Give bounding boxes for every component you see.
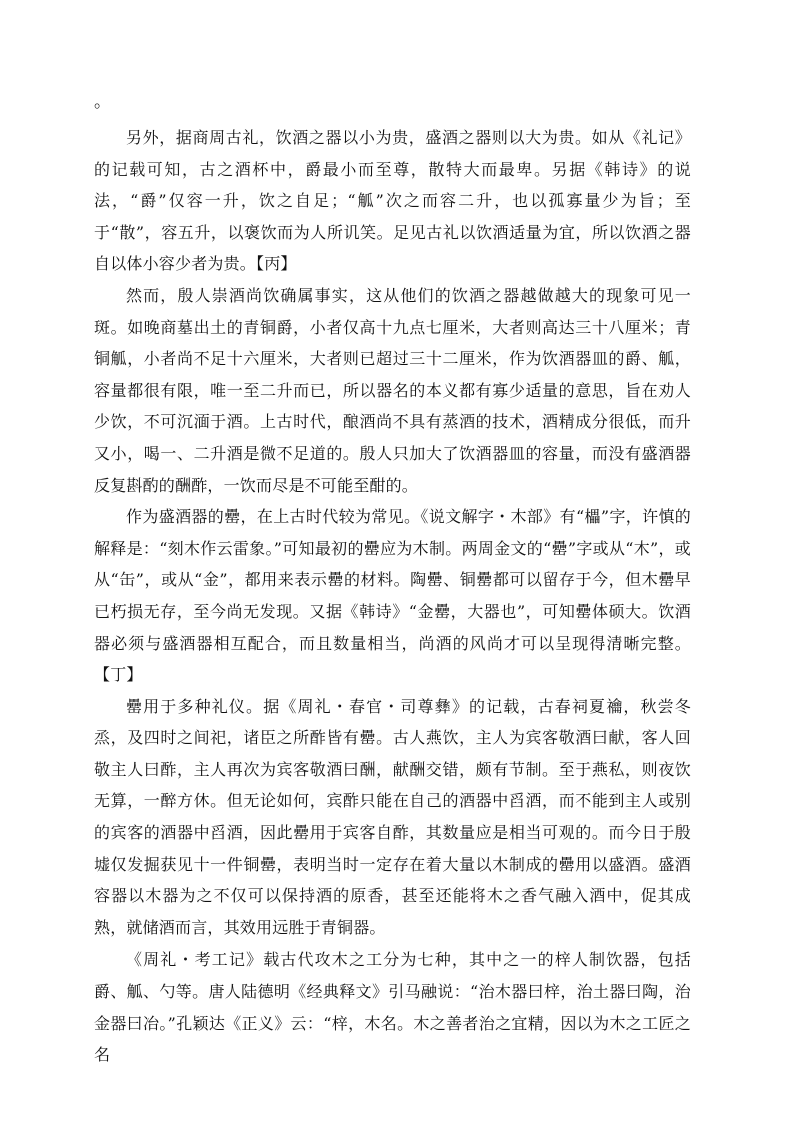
paragraph-lei-vessel-material: 作为盛酒器的罍，在上古时代较为常见。《说文解字・木部》有“櫑”字，许慎的解释是：“刻木作云雷象。”可知最初的罍应为木制。两周金文的“罍”字或从“木”，或从“缶”，或从“金”，都用来表示罍的材料。陶罍、铜罍都可以留存于今，但木罍早已朽损无存，至今尚无发现。又据《韩诗》“金罍，大器也”，可知罍体硕大。饮酒器必须与盛酒器相互配合，而且数量相当，尚酒的风尚才可以呈现得清晰完整。【丁】 — [94, 507, 691, 685]
paragraph-shang-drinking-vessels: 然而，殷人崇酒尚饮确属事实，这从他们的饮酒之器越做越大的现象可见一斑。如晚商墓出土的青铜爵，小者仅高十九点七厘米，大者则高达三十八厘米；青铜觚，小者尚不足十六厘米，大者则已超过三十二厘米，作为饮酒器皿的爵、觚，容量都很有限，唯一至二升而已，所以器名的本义都有寡少适量的意思，旨在劝人少饮，不可沉湎于酒。上古时代，酿酒尚不具有蒸酒的技术，酒精成分很低，而升又小，喝一、二升酒是微不足道的。殷人只加大了饮酒器皿的容量，而没有盛酒器反复斟酌的酬酢，一饮而尽是不可能至酣的。 — [94, 285, 691, 495]
paragraph-woodwork-craftsmen: 《周礼・考工记》载古代攻木之工分为七种，其中之一的梓人制饮器，包括爵、觚、勺等。唐人陆德明《经典释文》引马融说：“治木器曰梓，治土器曰陶，治金器曰冶。”孔颖达《正义》云：“梓，木名。木之善者治之宜精，因以为木之工匠之名 — [94, 950, 691, 1065]
paragraph-lei-ritual-use: 罍用于多种礼仪。据《周礼・春官・司尊彝》的记载，古春祠夏禴，秋尝冬烝，及四时之间祀，诸臣之所酢皆有罍。古人燕饮，主人为宾客敬酒曰献，客人回敬主人曰酢，主人再次为宾客敬酒曰酬，献酬交错，颇有节制。至于燕私，则夜饮无算，一醉方休。但无论如何，宾酢只能在自己的酒器中舀酒，而不能到主人或别的宾客的酒器中舀酒，因此罍用于宾客自酢，其数量应是相当可观的。而今日于殷墟仅发掘获见十一件铜罍，表明当时一定存在着大量以木制成的罍用以盛酒。盛酒容器以木器为之不仅可以保持酒的原香，甚至还能将木之香气融入酒中，促其成熟，就储酒而言，其效用远胜于青铜器。 — [94, 696, 691, 937]
paragraph-wine-vessel-etiquette: 另外，据商周古礼，饮酒之器以小为贵，盛酒之器则以大为贵。如从《礼记》的记载可知，古之酒杯中，爵最小而至尊，散特大而最卑。另据《韩诗》的说法，“爵”仅容一升，饮之自足；“觚”次之而容二升，也以孤寡量少为旨；至于“散”，容五升，以褒饮而为人所讥笑。足见古礼以饮酒适量为宜，所以饮酒之器自以体小容少者为贵。【丙】 — [94, 128, 691, 274]
continuation-fragment: 。 — [94, 92, 111, 112]
